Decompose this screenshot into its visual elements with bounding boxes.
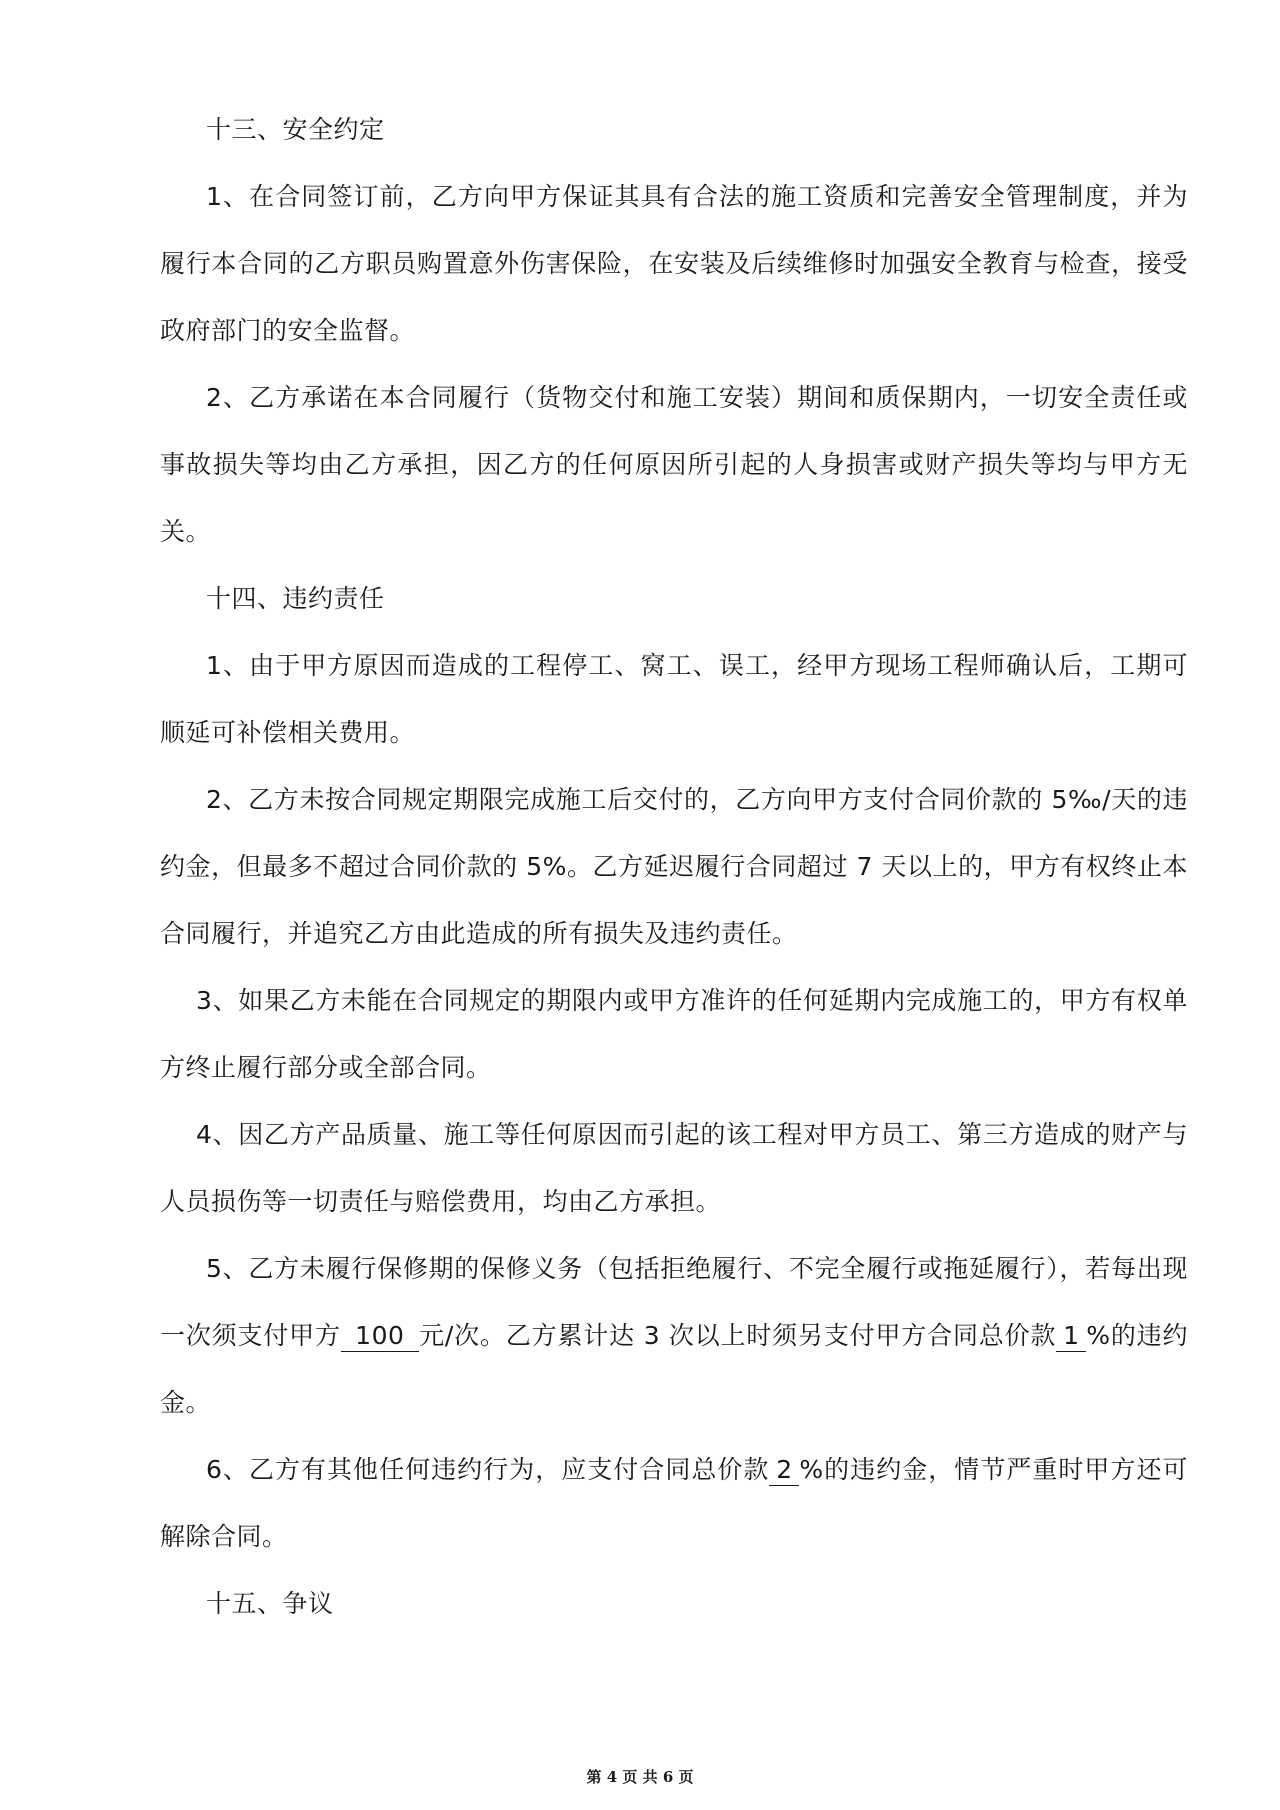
- item-6-text-b: %的违约金，情节严重时甲方还可解除合同。: [160, 1455, 1188, 1551]
- item-5-text-c: %的违约金。: [160, 1321, 1188, 1417]
- fill-blank-other-penalty-percent: 2: [769, 1455, 799, 1486]
- document-body: [160, 96, 1188, 1637]
- item-5-text-b: 元/次。乙方累计达 3 次以上时须另支付甲方合同总价款: [418, 1321, 1057, 1350]
- section-heading-13: 十三、安全约定: [206, 115, 385, 144]
- section-13-item-2: 2、乙方承诺在本合同履行（货物交付和施工安装）期间和质保期内，一切安全责任或事故损失等均由乙方承担，因乙方的任何原因所引起的人身损害或财产损失等均与甲方无关。: [160, 383, 1188, 546]
- section-13-item-1: 1、在合同签订前，乙方向甲方保证其具有合法的施工资质和完善安全管理制度，并为履行本合同的乙方职员购置意外伤害保险，在安装及后续维修时加强安全教育与检查，接受政府部门的安全监督。: [160, 182, 1188, 345]
- section-14-item-3: 3、如果乙方未能在合同规定的期限内或甲方准许的任何延期内完成施工的，甲方有权单方终止履行部分或全部合同。: [160, 986, 1188, 1082]
- fill-blank-fee-per-time: 100: [341, 1321, 419, 1352]
- item-6-text-a: 6、乙方有其他任何违约行为，应支付合同总价款: [206, 1455, 770, 1484]
- section-14-item-2: 2、乙方未按合同规定期限完成施工后交付的，乙方向甲方支付合同价款的 5‰/天的违约金，但最多不超过合同价款的 5%。乙方延迟履行合同超过 7 天以上的，甲方有权终止本合同履行，并追究乙方由此造成的所有损失及违约责任。: [160, 785, 1188, 948]
- section-heading-15: 十五、争议: [206, 1589, 334, 1618]
- page-number-footer: 第 4 页 共 6 页: [586, 1768, 694, 1786]
- section-heading-14: 十四、违约责任: [206, 584, 385, 613]
- fill-blank-penalty-percent: 1: [1056, 1321, 1086, 1352]
- section-14-item-1: 1、由于甲方原因而造成的工程停工、窝工、误工，经甲方现场工程师确认后，工期可顺延可补偿相关费用。: [160, 651, 1188, 747]
- section-14-item-6: [160, 1436, 1188, 1570]
- item-5-text-a: 5、乙方未履行保修期的保修义务（包括拒绝履行、不完全履行或拖延履行），若每出现一次须支付甲方: [160, 1254, 1188, 1350]
- section-14-item-5: [160, 1235, 1188, 1436]
- section-14-item-4: 4、因乙方产品质量、施工等任何原因而引起的该工程对甲方员工、第三方造成的财产与人员损伤等一切责任与赔偿费用，均由乙方承担。: [160, 1120, 1188, 1216]
